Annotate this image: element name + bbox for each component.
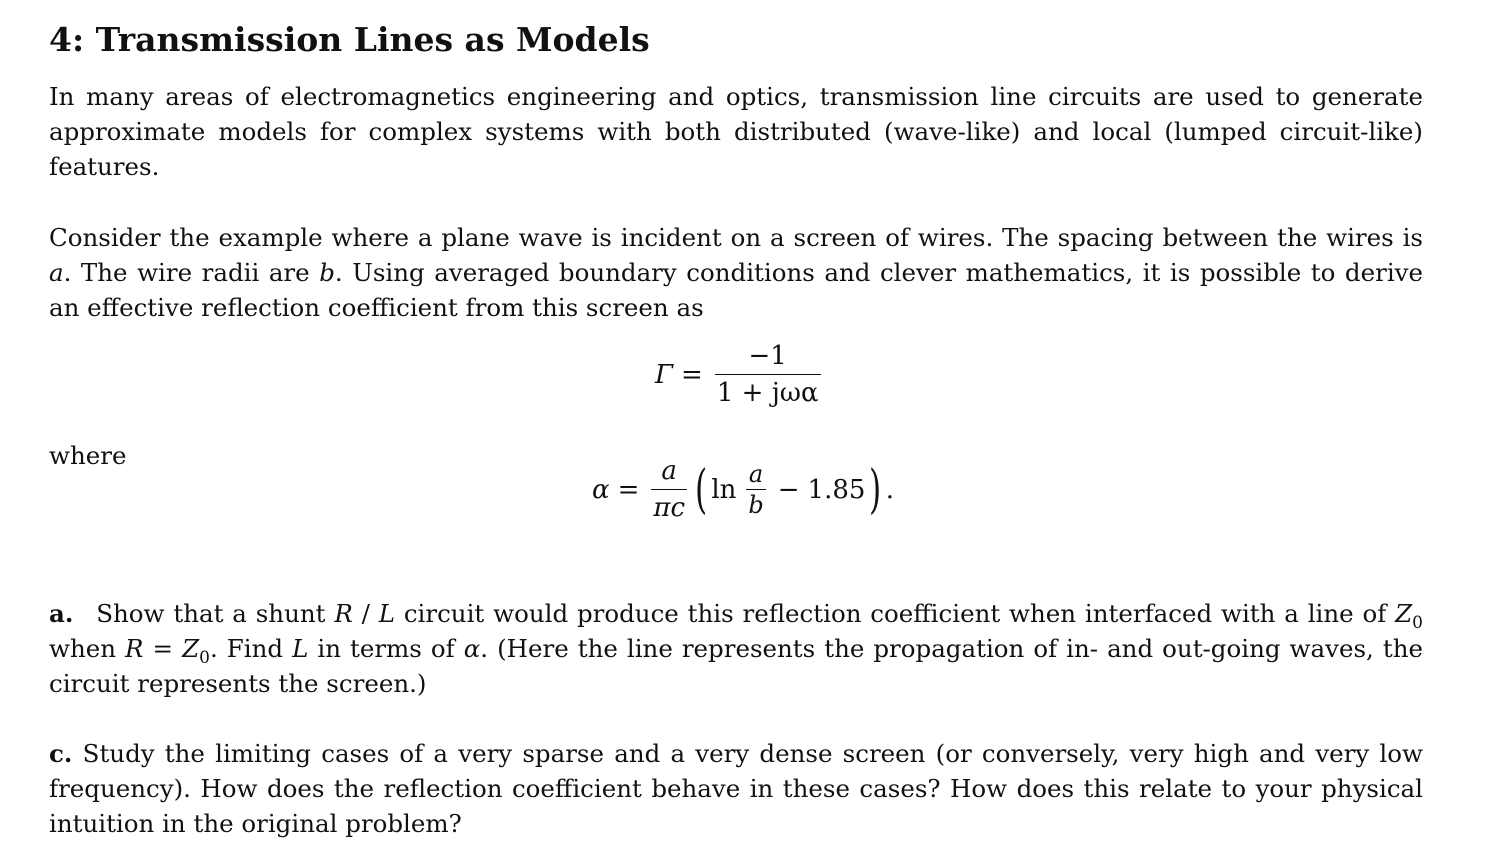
part-c-paragraph <box>49 736 1423 841</box>
alpha-fraction <box>651 455 687 524</box>
gamma-numerator: −1 <box>748 341 787 371</box>
alpha-denominator: πc <box>651 489 687 524</box>
part-a-text-3: when <box>49 634 126 663</box>
example-text-1: Consider the example where a plane wave is incident on a screen of wires. The spacing between the wires is <box>49 223 1423 252</box>
part-c-text: Study the limiting cases of a very sparse and a very dense screen (or conversely, very high and very low frequency). How does the reflection coefficient behave in these cases? How does this relate to your physical intuition in the original problem? <box>49 739 1423 838</box>
subscript-0: 0 <box>1412 612 1423 633</box>
var-L: L <box>378 599 395 628</box>
right-paren: ) <box>869 459 882 520</box>
example-text-3: . Using averaged boundary conditions and clever mathematics, it is possible to derive an effective reflection coefficient from this screen as <box>49 258 1423 322</box>
part-a-text-5: . Find <box>209 634 293 663</box>
part-a-paragraph <box>49 596 1423 701</box>
subscript-0-b: 0 <box>199 647 210 668</box>
ratio-denominator: b <box>748 491 764 519</box>
section-title: 4: Transmission Lines as Models <box>49 20 650 59</box>
gamma-symbol: Γ <box>655 359 674 390</box>
var-a: a <box>49 258 64 287</box>
var-Z-2: Z <box>182 634 200 663</box>
var-L-2: L <box>292 634 309 663</box>
var-R: R <box>334 599 353 628</box>
where-label: where <box>49 441 127 470</box>
var-Z: Z <box>1395 599 1413 628</box>
alpha-symbol: α <box>592 474 610 505</box>
equals-sign-2: = <box>617 474 640 505</box>
var-R-2: R <box>125 634 144 663</box>
reflection-coefficient-equation <box>655 340 825 409</box>
part-a-text-6: in terms of <box>308 634 464 663</box>
constant-value: 1.85 <box>807 474 866 505</box>
equation-period: . <box>885 474 894 505</box>
part-a-text-1: Show that a shunt <box>87 599 335 628</box>
gamma-fraction <box>715 340 821 409</box>
equals-sign: = <box>681 359 703 390</box>
alpha-equation <box>592 455 894 524</box>
part-a-label: a. <box>49 599 74 628</box>
equals-text: = <box>143 634 183 663</box>
slash: / <box>352 599 379 628</box>
gamma-denominator: 1 + jωα <box>715 374 821 409</box>
example-text-2: . The wire radii are <box>63 258 320 287</box>
ln-function: ln <box>711 474 737 505</box>
var-alpha: α <box>463 634 481 663</box>
minus-sign: − <box>777 474 800 505</box>
part-c-label: c. <box>49 739 73 768</box>
example-paragraph <box>49 220 1423 325</box>
left-paren: ( <box>695 459 708 520</box>
ratio-numerator: a <box>748 460 764 488</box>
var-b: b <box>319 258 335 287</box>
intro-paragraph: In many areas of electromagnetics engineering and optics, transmission line circuits are used to generate approximate models for complex systems with both distributed (wave-like) and local (lumped circuit-like) features. <box>49 82 1423 181</box>
part-a-text-7: . (Here the line represents the propagation of in- and out-going waves, the circuit represents the screen.) <box>49 634 1423 698</box>
part-a-text-2: circuit would produce this reflection coefficient when interfaced with a line of <box>394 599 1396 628</box>
ratio-fraction <box>746 461 765 518</box>
alpha-numerator: a <box>661 456 677 486</box>
